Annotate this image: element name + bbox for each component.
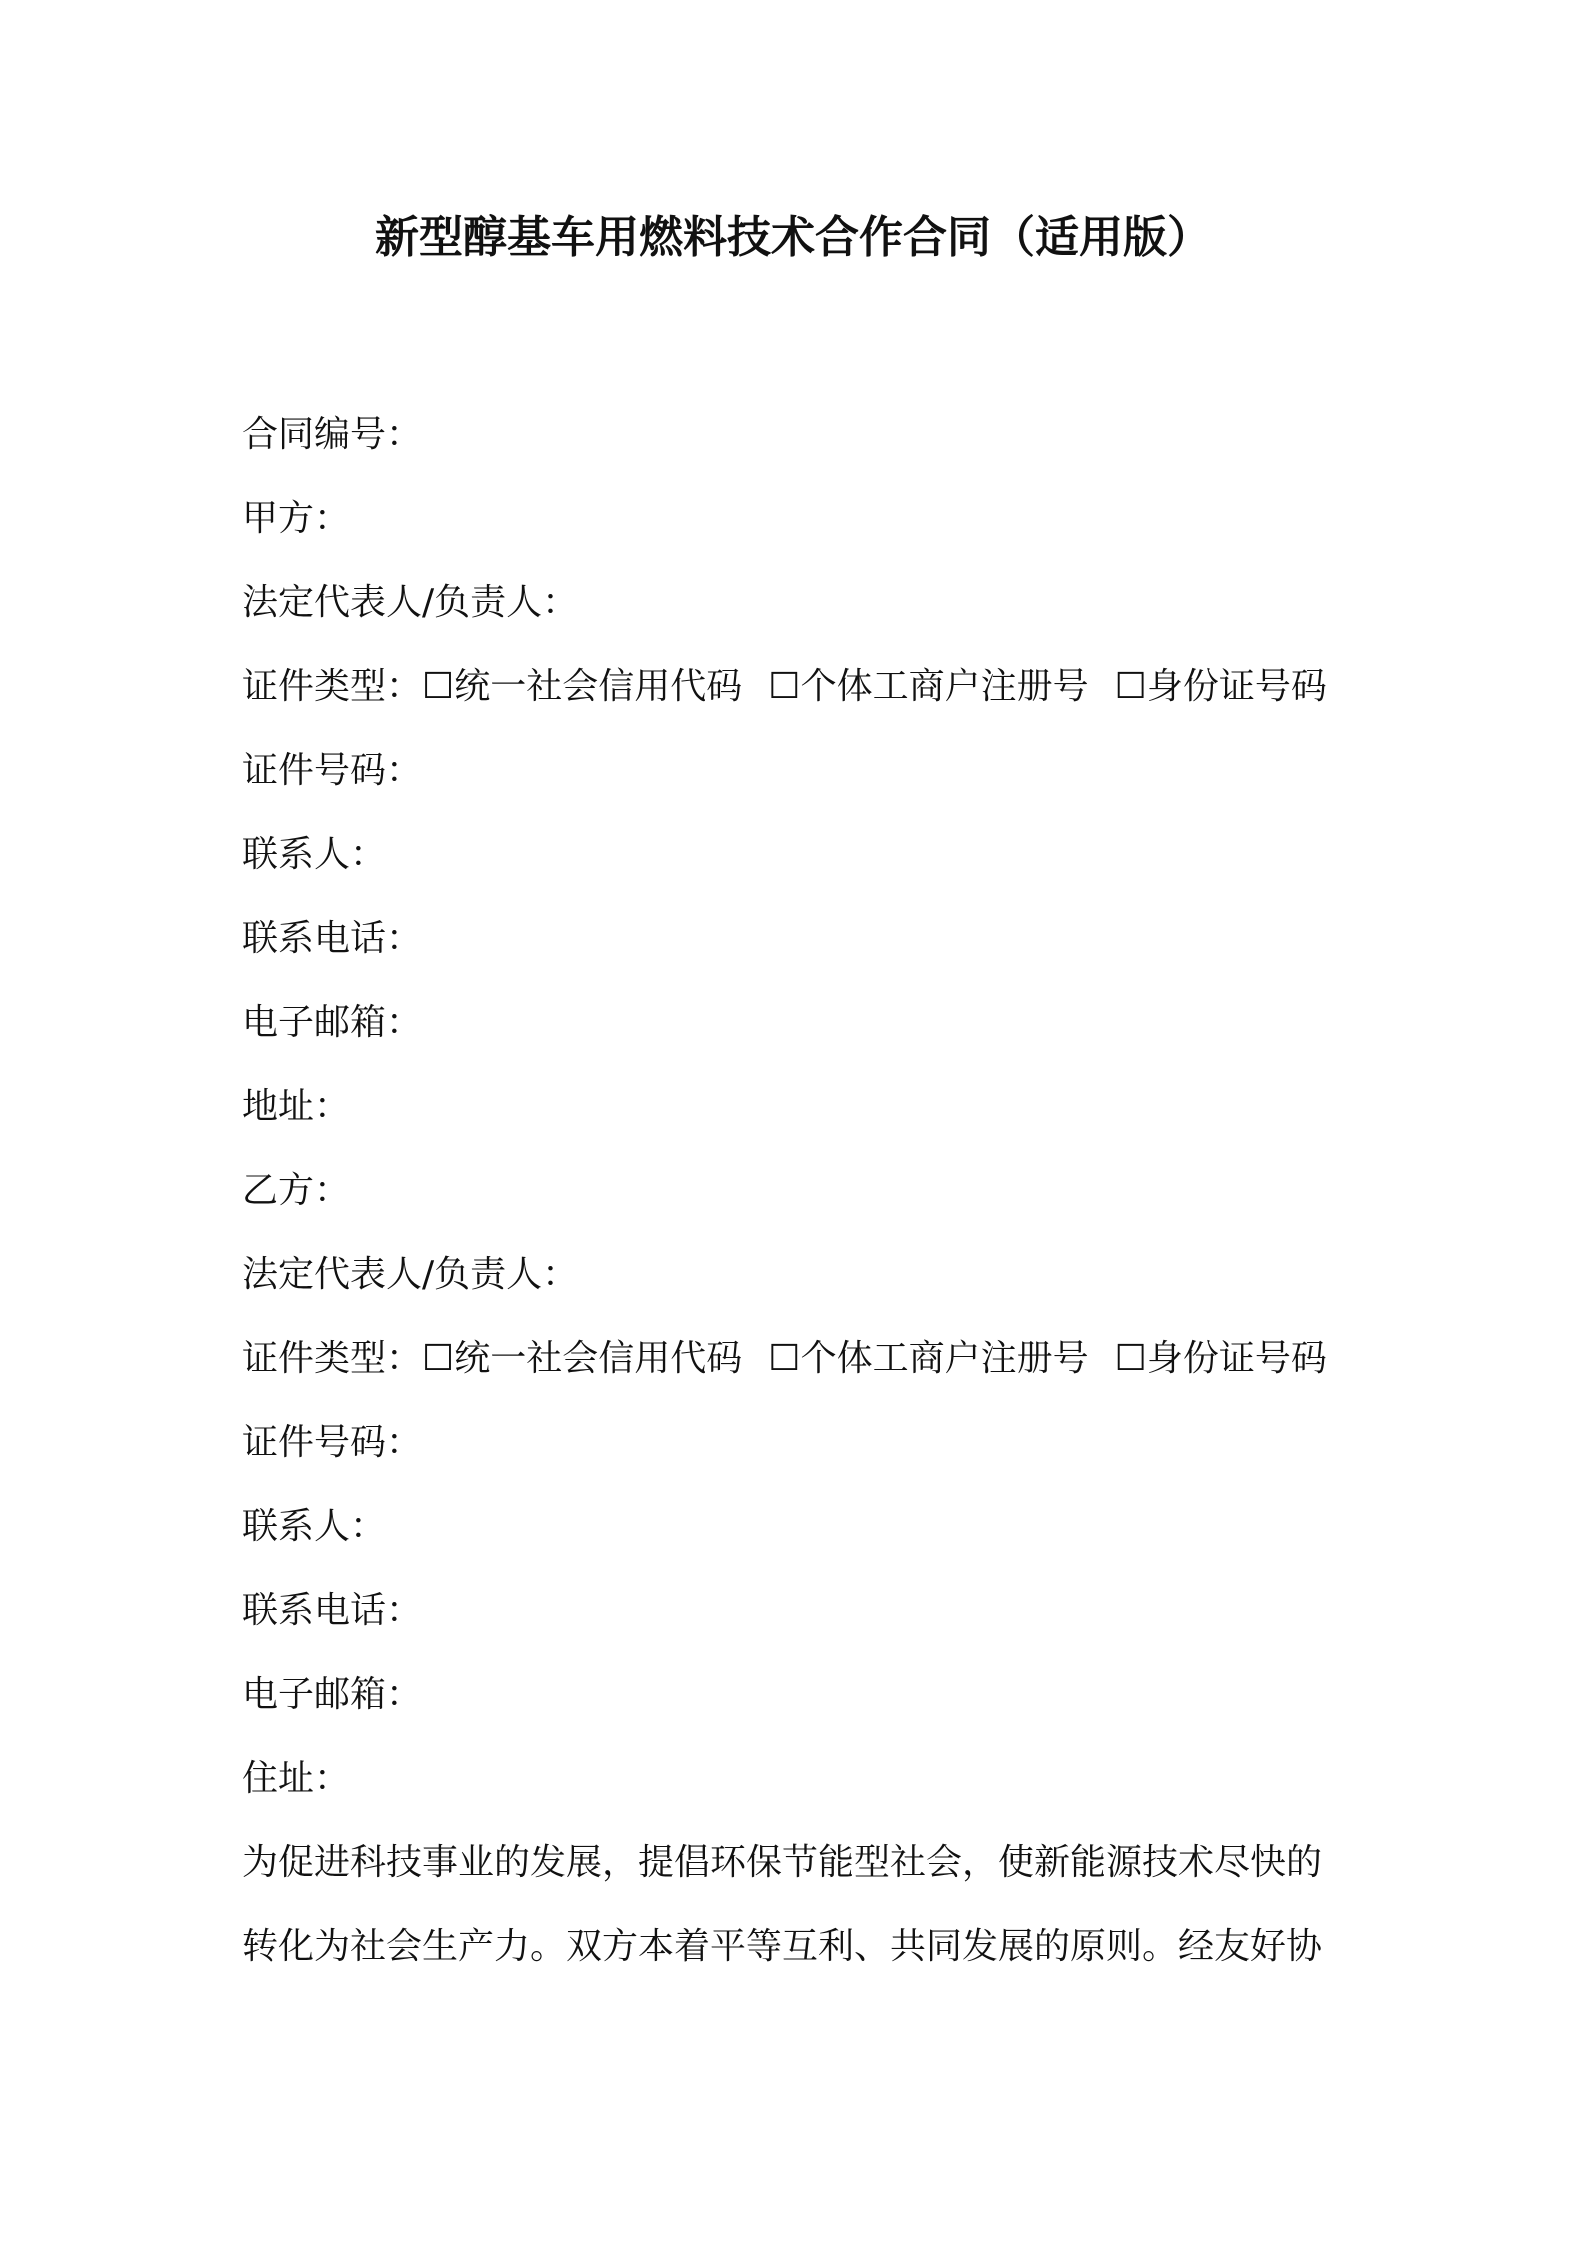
party-a-option-business-reg[interactable]: ☐个体工商户注册号 bbox=[768, 666, 1089, 707]
party-a-address-label: 地址： bbox=[242, 1086, 351, 1127]
party-b-contact-label: 联系人： bbox=[242, 1506, 387, 1547]
contract-number-label: 合同编号： bbox=[242, 414, 423, 455]
party-a-option-id-card[interactable]: ☐身份证号码 bbox=[1114, 666, 1327, 707]
party-a-id-type-row bbox=[242, 662, 1327, 712]
party-a-option-credit-code[interactable]: ☐统一社会信用代码 bbox=[422, 666, 743, 707]
party-b-label: 乙方： bbox=[242, 1170, 351, 1211]
party-b-id-number-label: 证件号码： bbox=[242, 1422, 423, 1463]
preamble-line-2: 转化为社会生产力。双方本着平等互利、共同发展的原则。经友好协 bbox=[242, 1926, 1323, 1967]
party-a-label: 甲方： bbox=[242, 498, 351, 539]
party-a-legal-rep-label: 法定代表人/负责人： bbox=[242, 582, 579, 623]
party-b-option-id-card[interactable]: ☐身份证号码 bbox=[1114, 1338, 1327, 1379]
party-b-address-label: 住址： bbox=[242, 1758, 351, 1799]
party-a-phone-label: 联系电话： bbox=[242, 918, 423, 959]
party-b-option-credit-code[interactable]: ☐统一社会信用代码 bbox=[422, 1338, 743, 1379]
preamble-line-1: 为促进科技事业的发展，提倡环保节能型社会，使新能源技术尽快的 bbox=[242, 1842, 1323, 1883]
party-b-email-label: 电子邮箱： bbox=[242, 1674, 423, 1715]
party-a-contact-label: 联系人： bbox=[242, 834, 387, 875]
document-title: 新型醇基车用燃料技术合作合同（适用版） bbox=[375, 212, 1211, 263]
party-b-option-business-reg[interactable]: ☐个体工商户注册号 bbox=[768, 1338, 1089, 1379]
party-a-id-number-label: 证件号码： bbox=[242, 750, 423, 791]
party-a-id-type-label: 证件类型： bbox=[242, 666, 423, 707]
party-b-legal-rep-label: 法定代表人/负责人： bbox=[242, 1254, 579, 1295]
party-b-phone-label: 联系电话： bbox=[242, 1590, 423, 1631]
party-b-id-type-label: 证件类型： bbox=[242, 1338, 423, 1379]
party-b-id-type-row bbox=[242, 1334, 1327, 1384]
party-a-email-label: 电子邮箱： bbox=[242, 1002, 423, 1043]
